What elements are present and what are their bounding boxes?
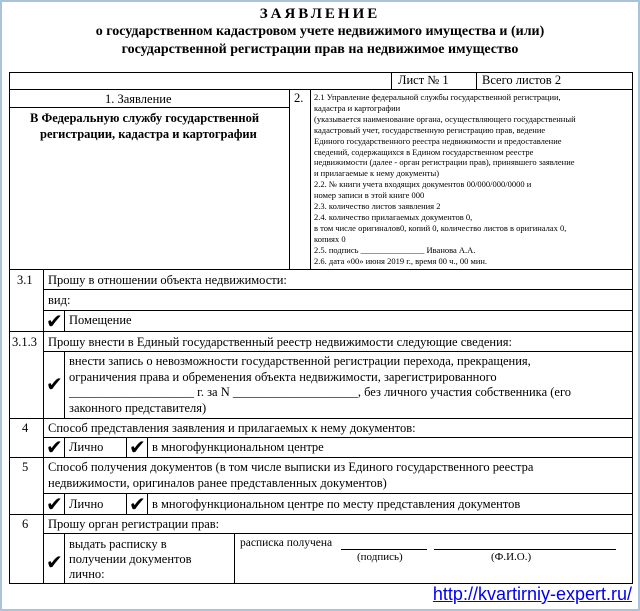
receipt-signature-line[interactable]: [341, 549, 427, 550]
section2-text-line: 2.1 Управление федеральной службы государственной регистрации,: [314, 92, 561, 102]
section2-text-line: кадастровый учет, государственную регистрацию прав, ведение: [314, 124, 546, 135]
object-kind-checkbox[interactable]: ✔: [46, 309, 63, 333]
form-subtitle-line1: о государственном кадастровом учете недвижимого имущества и (или): [95, 24, 545, 39]
row-4-number: 4: [22, 421, 29, 435]
section2-text-line: 2.6. дата «00» июня 2019 г., время 00 ч., 00 мин.: [314, 255, 488, 266]
section2-text-line: недвижимости (далее - орган регистрации прав), принявшего заявление: [314, 157, 575, 168]
recipient-line1: В Федеральную службу государственной: [30, 111, 260, 125]
receipt-name-line[interactable]: [434, 549, 616, 550]
receipt-checkbox[interactable]: ✔: [46, 550, 63, 574]
receipt-option-line3: лично:: [69, 567, 105, 581]
row-6-title: Прошу орган регистрации прав:: [48, 517, 220, 531]
section2-text-line: 2.3. количество листов заявления 2: [314, 201, 441, 211]
submit-in-person-checkbox[interactable]: ✔: [46, 435, 63, 459]
row-6-number: 6: [22, 517, 29, 531]
sheet-total: Всего листов 2: [482, 73, 562, 87]
section2-text-line: 2.4. количество прилагаемых документов 0,: [314, 211, 473, 222]
row-5-title-line2: недвижимости, оригиналов ранее представленных документов): [48, 476, 387, 490]
section2-number: 2.: [294, 91, 304, 105]
recipient-line2: регистрации, кадастра и картографии: [40, 127, 257, 141]
receive-mfc-label: в многофункциональном центре по месту представления документов: [152, 497, 521, 511]
section1-title: 1. Заявление: [105, 92, 172, 106]
receipt-signature-caption: (подпись): [357, 551, 403, 563]
section2-text-line: 2.2. № книги учета входящих документов 00/000/000/0000 и: [314, 179, 532, 190]
sheet-number: Лист № 1: [398, 73, 449, 87]
row-3-1-3-title: Прошу внести в Единый государственный реестр недвижимости следующие сведения:: [48, 335, 512, 349]
receipt-name-caption: (Ф.И.О.): [491, 551, 532, 563]
submit-mfc-checkbox[interactable]: ✔: [129, 435, 146, 459]
receive-in-person-label: Лично: [69, 497, 104, 511]
section2-text-line: Единого государственного реестра недвижимости и предоставление: [314, 135, 562, 146]
registry-entry-text-line: законного представителя): [69, 400, 207, 415]
form-subtitle-line2: государственной регистрации прав на недвижимое имущество: [121, 42, 519, 57]
receipt-option-line2: получении документов: [69, 552, 192, 566]
section2-text-line: (указывается наименование органа, осуществляющего государственный: [314, 113, 576, 124]
section2-text-line: сведений, содержащихся в Едином государственном реестре: [314, 146, 534, 157]
receive-mfc-checkbox[interactable]: ✔: [129, 492, 146, 516]
section2-text-line: номер записи в этой книге 000: [314, 190, 425, 201]
section2-text-line: в том числе оригиналов0, копий 0, количество листов в оригиналах 0,: [314, 222, 567, 233]
row-3-1-title: Прошу в отношении объекта недвижимости:: [48, 273, 287, 287]
section2-text-line: кадастра и картографии: [314, 102, 401, 113]
registry-entry-checkbox[interactable]: ✔: [46, 372, 63, 396]
row-3-1-number: 3.1: [17, 273, 33, 287]
object-kind-label: вид:: [48, 293, 71, 307]
registry-entry-text-line: ограничения права и обременения объекта недвижимости, зарегистрированного: [69, 369, 497, 384]
row-5-number: 5: [22, 460, 29, 474]
receive-in-person-checkbox[interactable]: ✔: [46, 492, 63, 516]
section2-text-line: 2.5. подпись _______________ Иванова А.А.: [314, 244, 476, 255]
receipt-received-label: расписка получена: [240, 537, 333, 549]
site-url-link[interactable]: http://kvartirniy-expert.ru/: [432, 584, 632, 604]
row-4-title: Способ представления заявления и прилагаемых к нему документов:: [48, 421, 416, 435]
registry-entry-text-line: внести запись о невозможности государственной регистрации перехода, прекращения,: [69, 354, 531, 368]
section2-text-line: и прилагаемые к нему документы): [314, 168, 440, 179]
row-5-title-line1: Способ получения документов (в том числе выписки из Единого государственного реестра: [48, 460, 534, 474]
section2-text-line: копиях 0: [314, 233, 346, 244]
receipt-option-line1: выдать расписку в: [69, 537, 167, 551]
submit-in-person-label: Лично: [69, 440, 104, 454]
object-kind-option: Помещение: [69, 313, 132, 327]
row-3-1-3-number: 3.1.3: [12, 335, 37, 349]
registry-entry-text-line: ____________________ г. за N ____________________, без личного участия собственника (его: [69, 385, 572, 399]
form-title: ЗАЯВЛЕНИЕ: [259, 6, 381, 22]
submit-mfc-label: в многофункциональном центре: [152, 440, 324, 454]
